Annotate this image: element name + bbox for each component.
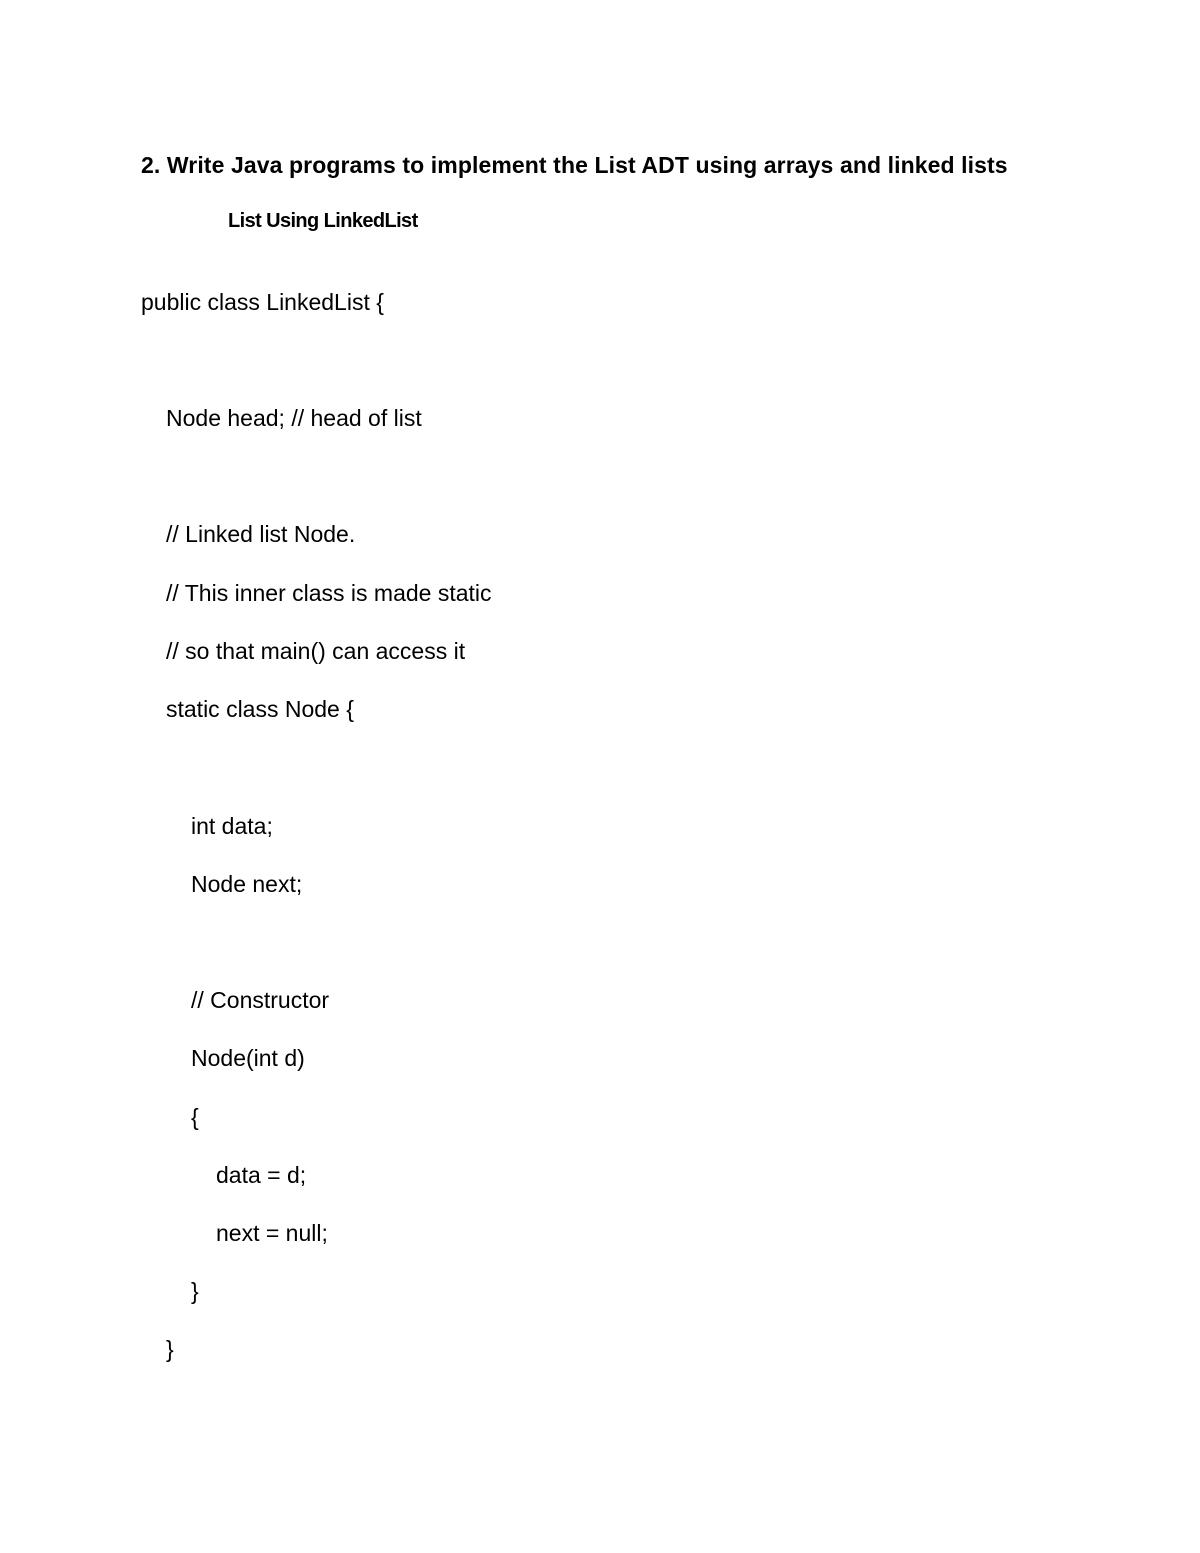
code-line: Node head; // head of list [166, 405, 422, 431]
code-line: } [191, 1278, 199, 1304]
code-line: // Linked list Node. [166, 521, 356, 547]
code-line: public class LinkedList { [141, 289, 384, 315]
code-line: { [191, 1104, 199, 1130]
code-line: Node(int d) [191, 1045, 305, 1071]
code-line: // This inner class is made static [166, 580, 492, 606]
code-line: } [166, 1336, 174, 1362]
code-line: // Constructor [191, 987, 330, 1013]
document-heading: 2. Write Java programs to implement the List ADT using arrays and linked lists [141, 152, 1008, 178]
code-line: // so that main() can access it [166, 638, 466, 664]
code-line: data = d; [216, 1162, 307, 1188]
code-line: static class Node { [166, 696, 354, 722]
code-line: int data; [191, 813, 273, 839]
code-line: Node next; [191, 871, 303, 897]
document-subheading: List Using LinkedList [228, 210, 418, 232]
code-line: next = null; [216, 1220, 328, 1246]
